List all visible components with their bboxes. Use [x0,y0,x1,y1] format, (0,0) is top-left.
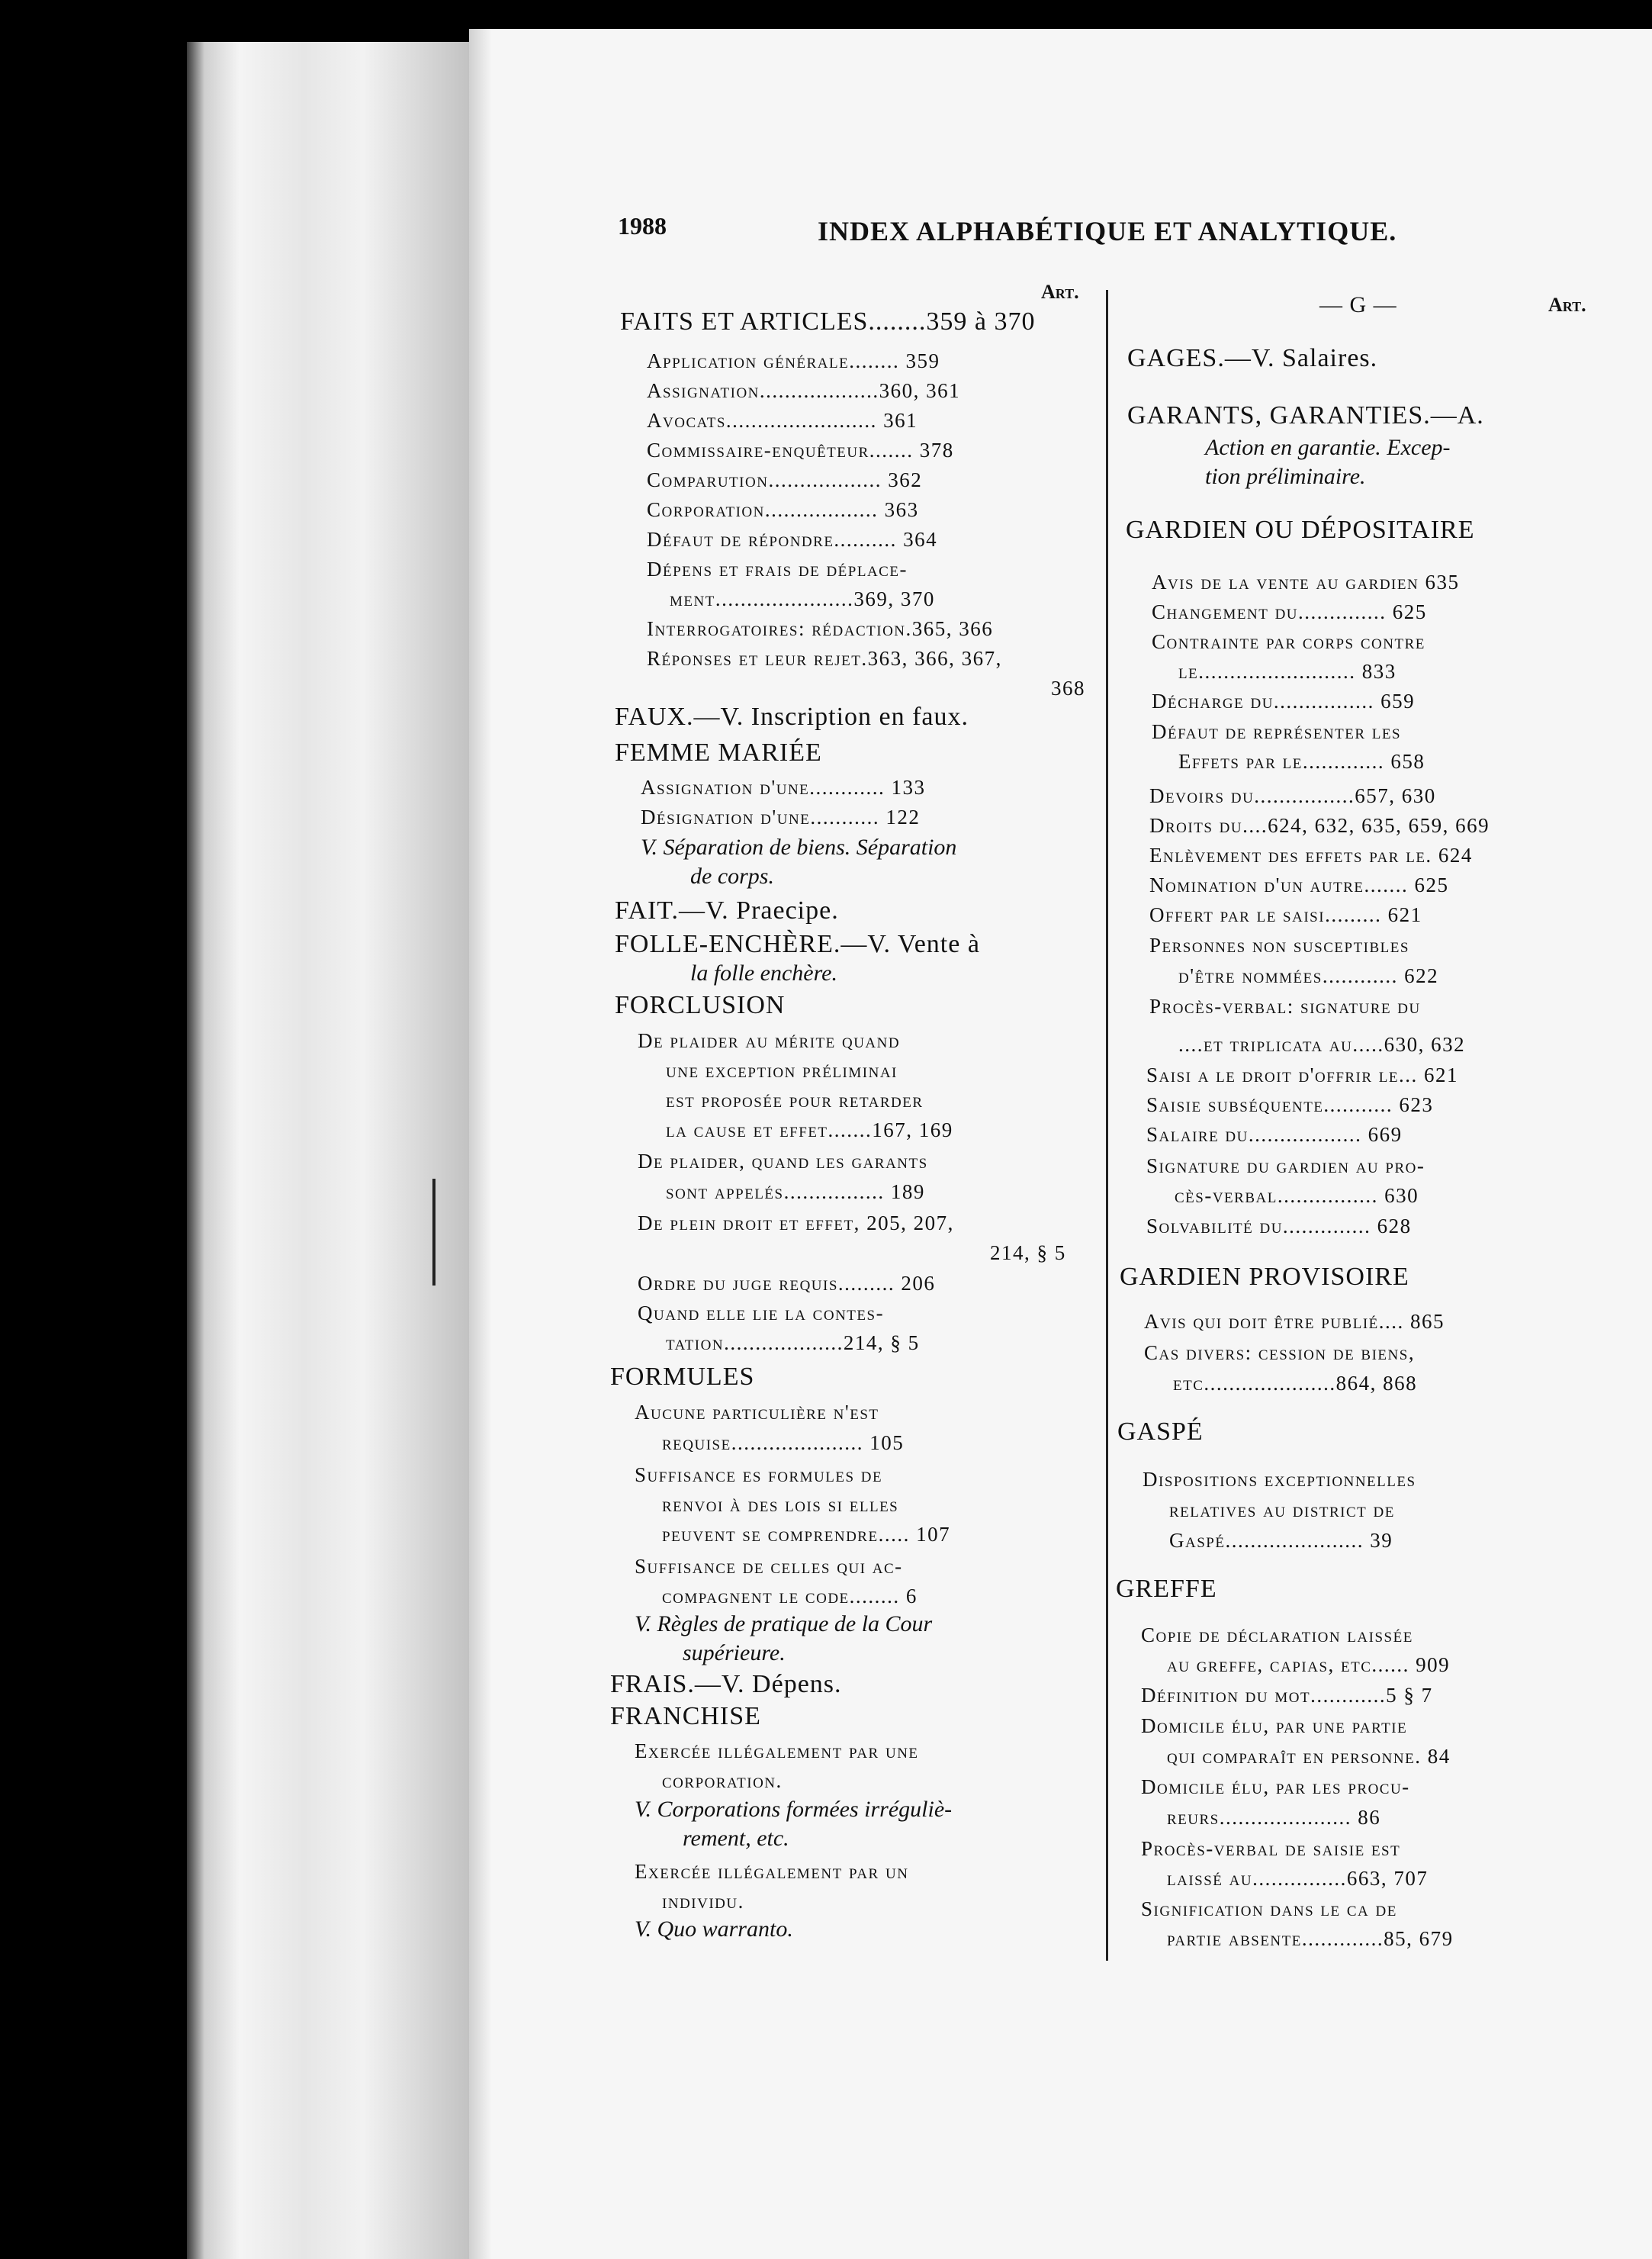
entry-heading: GAGES.—V. Salaires. [1127,344,1378,372]
sub-entry: Domicile élu, par une partie [1141,1714,1408,1737]
entry-heading: GASPÉ [1117,1418,1204,1446]
sub-entry: Ordre du juge requis......... 206 [638,1272,936,1295]
cross-reference: V. Corporations formées irréguliè- [635,1797,953,1822]
sub-entry: Saisie subséquente........... 623 [1146,1093,1434,1116]
sub-entry: Personnes non susceptibles [1149,934,1409,957]
sub-entry-cont: compagnent le code........ 6 [662,1585,918,1607]
sub-entry: Devoirs du................657, 630 [1149,784,1436,807]
sub-entry: Droits du....624, 632, 635, 659, 669 [1149,814,1490,837]
entry-heading: GARDIEN PROVISOIRE [1120,1263,1409,1291]
cross-reference: rement, etc. [683,1826,789,1851]
sub-entry: Signification dans le ca de [1141,1897,1397,1920]
sub-entry-cont: peuvent se comprendre..... 107 [662,1523,951,1546]
entry-heading: FAITS ET ARTICLES........359 à 370 [620,307,1036,336]
entry-heading: FORCLUSION [615,991,786,1019]
cross-reference: la folle enchère. [690,961,837,986]
sub-entry: Copie de déclaration laissée [1141,1623,1413,1646]
entry-heading: FEMME MARIÉE [615,739,822,767]
sub-entry-cont: la cause et effet.......167, 169 [666,1118,953,1141]
cross-reference: supérieure. [683,1640,786,1665]
art-label: Art. [1548,294,1586,316]
sub-entry: Réponses et leur rejet.363, 366, 367, [647,647,1002,670]
gutter-mark [432,1179,435,1286]
sub-entry-cont: requise..................... 105 [662,1431,905,1454]
entry-heading: FRANCHISE [610,1702,761,1730]
sub-entry: Interrogatoires: rédaction.365, 366 [647,617,994,640]
sub-entry: Corporation.................. 363 [647,498,919,521]
sub-entry: Avocats........................ 361 [647,409,918,432]
sub-entry: Procès-verbal de saisie est [1141,1837,1401,1860]
sub-entry: Aucune particulière n'est [635,1401,879,1424]
sub-entry: Suffisance de celles qui ac- [635,1555,903,1578]
sub-entry: Signature du gardien au pro- [1146,1154,1425,1177]
sub-entry: Changement du.............. 625 [1152,600,1427,623]
sub-entry-cont: etc.....................864, 868 [1173,1372,1418,1395]
sub-entry: Exercée illégalement par un [635,1860,909,1883]
entry-heading: GARDIEN OU DÉPOSITAIRE [1126,516,1475,544]
sub-entry: Procès-verbal: signature du [1149,995,1421,1018]
sub-entry-cont: reurs..................... 86 [1167,1806,1381,1829]
sub-entry-cont: d'être nommées............ 622 [1178,964,1439,987]
entry-heading: FORMULES [610,1363,755,1391]
entry-heading: FAIT.—V. Praecipe. [615,896,839,925]
sub-entry: Enlèvement des effets par le. 624 [1149,844,1473,867]
sub-entry: Offert par le saisi......... 621 [1149,903,1422,926]
sub-entry-cont: cès-verbal................ 630 [1175,1184,1419,1207]
sub-entry: De plaider au mérite quand [638,1029,901,1052]
sub-entry-cont: 368 [1051,677,1085,700]
sub-entry-cont: ....et triplicata au.....630, 632 [1178,1033,1466,1056]
cross-reference: V. Règles de pratique de la Cour [635,1611,933,1636]
sub-entry-cont: sont appelés................ 189 [666,1180,925,1203]
entry-heading: FRAIS.—V. Dépens. [610,1670,842,1698]
sub-entry-cont: corporation. [662,1769,783,1792]
sub-entry-cont: une exception préliminai [666,1059,898,1082]
sub-entry-cont: laissé au...............663, 707 [1167,1867,1429,1890]
entry-heading: GARANTS, GARANTIES.—A. [1127,401,1484,430]
running-head: INDEX ALPHABÉTIQUE ET ANALYTIQUE. [818,216,1397,246]
sub-entry: Domicile élu, par les procu- [1141,1775,1410,1798]
sub-entry: Application générale........ 359 [647,349,940,372]
sub-entry: Saisi a le droit d'offrir le... 621 [1146,1064,1459,1086]
sub-entry: Décharge du................ 659 [1152,690,1416,713]
sub-entry: Exercée illégalement par une [635,1739,919,1762]
sub-entry: Commissaire-enquêteur....... 378 [647,439,954,462]
sub-entry: Définition du mot............5 § 7 [1141,1684,1433,1707]
sub-entry: Assignation...................360, 361 [647,379,961,402]
sub-entry: Contrainte par corps contre [1152,630,1425,653]
sub-entry-cont: qui comparaît en personne. 84 [1167,1745,1451,1768]
entry-heading: FAUX.—V. Inscription en faux. [615,703,969,731]
column-divider [1106,290,1108,1961]
sub-entry: Cas divers: cession de biens, [1144,1341,1416,1364]
sub-entry: Défaut de représenter les [1152,720,1402,743]
book-page-edges [187,42,480,2259]
sub-entry-cont: Gaspé...................... 39 [1169,1529,1393,1552]
sub-entry-cont: 214, § 5 [990,1241,1066,1264]
sub-entry-cont: Effets par le............. 658 [1178,750,1425,773]
entry-heading: GREFFE [1116,1575,1217,1603]
sub-entry: Salaire du.................. 669 [1146,1123,1403,1146]
sub-entry: Comparution.................. 362 [647,468,923,491]
sub-entry: Suffisance es formules de [635,1463,883,1486]
cross-reference: Action en garantie. Excep- [1205,435,1451,460]
cross-reference: de corps. [690,864,774,889]
sub-entry: Quand elle lie la contes- [638,1302,885,1324]
sub-entry: De plein droit et effet, 205, 207, [638,1212,954,1234]
sub-entry-cont: ment......................369, 370 [670,587,935,610]
cross-reference: V. Quo warranto. [635,1916,793,1942]
entry-heading: FOLLE-ENCHÈRE.—V. Vente à [615,930,980,958]
sub-entry-cont: au greffe, capias, etc...... 909 [1167,1653,1451,1676]
sub-entry: Dépens et frais de déplace- [647,558,908,581]
sub-entry: Avis de la vente au gardien 635 [1152,571,1460,594]
sub-entry-cont: partie absente.............85, 679 [1167,1927,1454,1950]
sub-entry: De plaider, quand les garants [638,1150,928,1173]
sub-entry: Désignation d'une........... 122 [641,806,921,829]
sub-entry-cont: individu. [662,1890,744,1913]
page-number: 1988 [618,212,667,240]
sub-entry: Dispositions exceptionnelles [1143,1468,1416,1491]
sub-entry: Avis qui doit être publié.... 865 [1144,1310,1445,1333]
sub-entry-cont: tation...................214, § 5 [666,1331,920,1354]
sub-entry-cont: le......................... 833 [1178,660,1396,683]
cross-reference: V. Séparation de biens. Séparation [641,835,957,860]
letter-divider: — G — [1319,292,1397,317]
cross-reference: tion préliminaire. [1205,464,1366,489]
sub-entry-cont: est proposée pour retarder [666,1089,924,1112]
sub-entry-cont: relatives au district de [1169,1498,1395,1521]
sub-entry-cont: renvoi à des lois si elles [662,1493,899,1516]
sub-entry: Nomination d'un autre....... 625 [1149,874,1449,896]
sub-entry: Assignation d'une............ 133 [641,776,926,799]
sub-entry: Défaut de répondre.......... 364 [647,528,938,551]
sub-entry: Solvabilité du.............. 628 [1146,1215,1412,1237]
art-label: Art. [1041,281,1079,303]
